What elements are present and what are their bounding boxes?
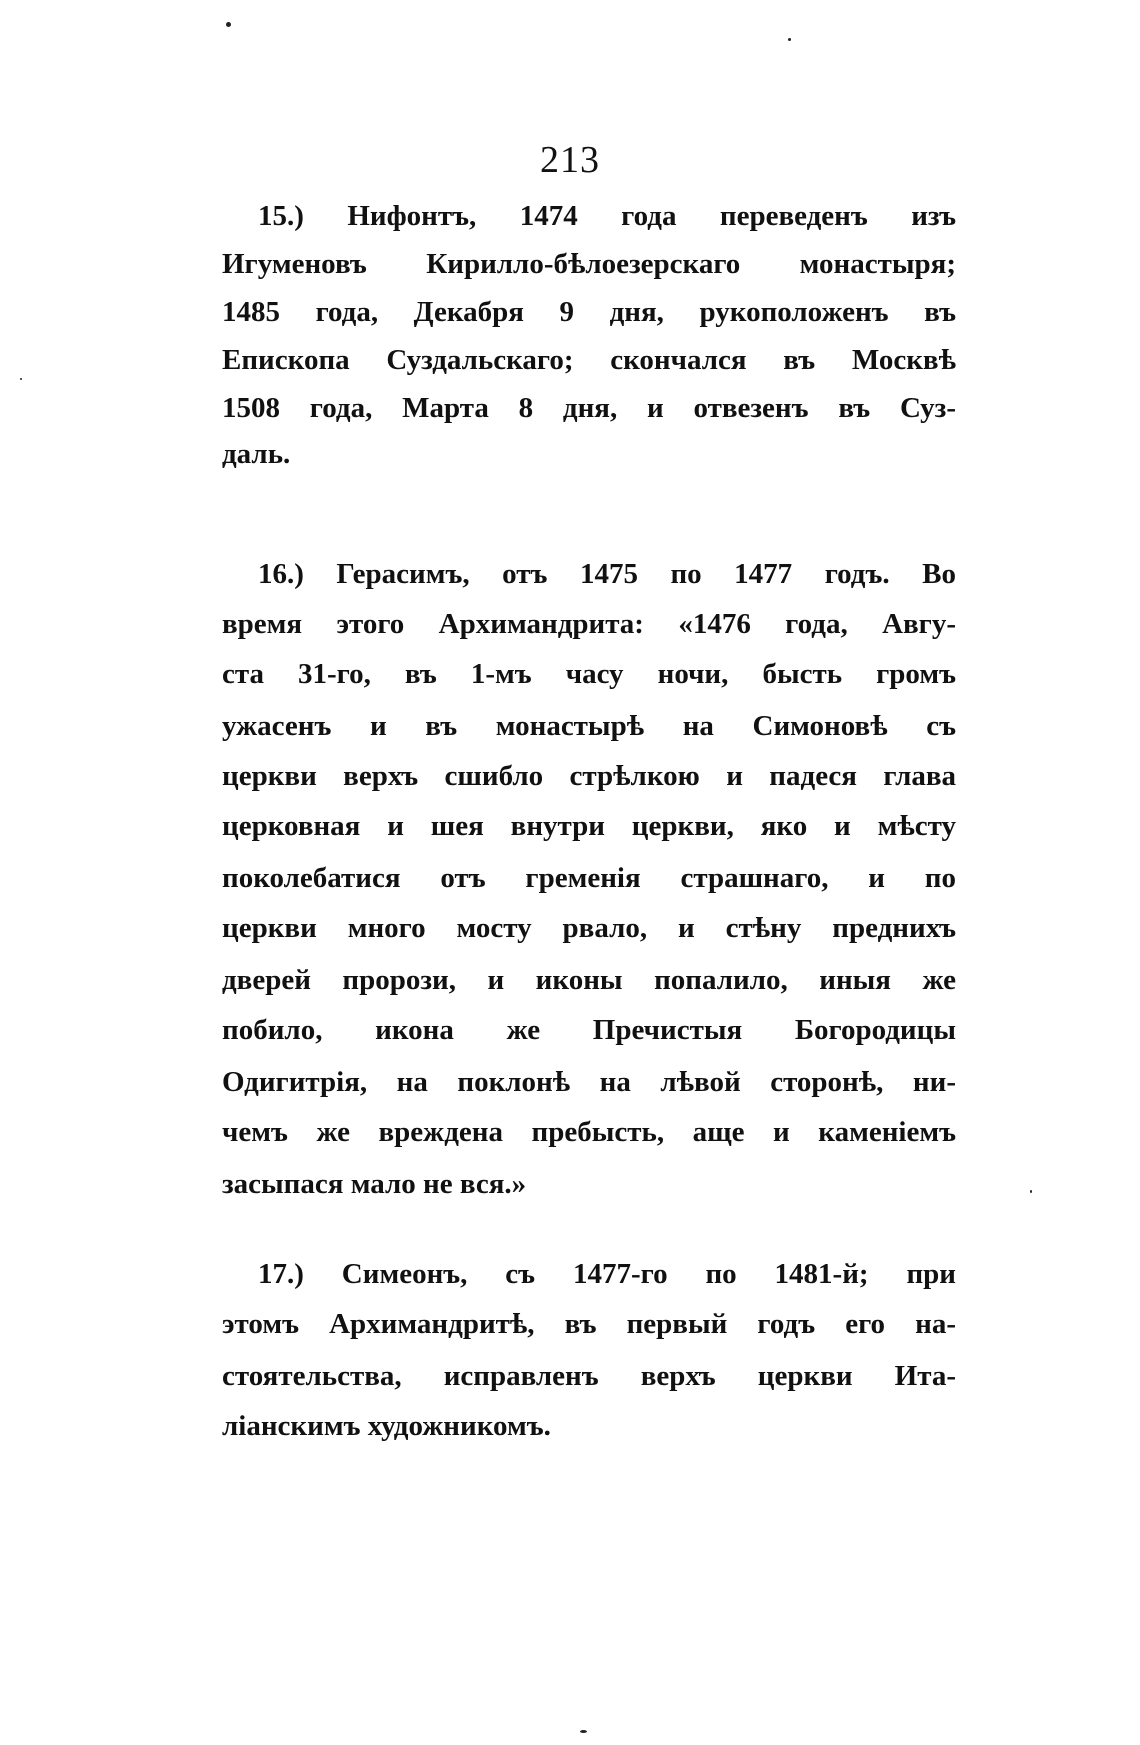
- text-line: 15.) Нифонтъ, 1474 года переведенъ изъ: [258, 200, 956, 232]
- text-line: засыпася мало не вся.»: [222, 1168, 527, 1200]
- text-line: церкви много мосту рвало, и стѣну преднихъ: [222, 912, 956, 944]
- text-line: Одигитрія, на поклонѣ на лѣвой сторонѣ, ни-: [222, 1066, 956, 1098]
- scan-speck: [20, 378, 22, 380]
- text-line: побило, икона же Пречистыя Богородицы: [222, 1014, 956, 1046]
- text-line: ста 31-го, въ 1-мъ часу ночи, бысть громъ: [222, 658, 956, 690]
- text-line: 17.) Симеонъ, съ 1477-го по 1481-й; при: [258, 1258, 956, 1290]
- text-line: даль.: [222, 438, 291, 470]
- text-line: дверей прорози, и иконы попалило, иныя же: [222, 964, 956, 996]
- text-line: 1508 года, Марта 8 дня, и отвезенъ въ Суз-: [222, 392, 956, 424]
- scan-speck: [580, 1730, 587, 1733]
- text-line: 16.) Герасимъ, отъ 1475 по 1477 годъ. Во: [258, 558, 956, 590]
- text-line: церкви верхъ сшибло стрѣлкою и падеся глава: [222, 760, 956, 792]
- text-line: время этого Архимандрита: «1476 года, Авгу-: [222, 608, 956, 640]
- text-line: ужасенъ и въ монастырѣ на Симоновѣ съ: [222, 710, 956, 742]
- text-line: поколебатися отъ гременія страшнаго, и по: [222, 862, 956, 894]
- scan-speck: [788, 38, 791, 41]
- text-line: ліанскимъ художникомъ.: [222, 1410, 551, 1442]
- scan-speck: [1030, 1190, 1032, 1193]
- page-number: 213: [540, 139, 600, 181]
- text-line: Игуменовъ Кирилло-бѣлоезерскаго монастыря;: [222, 248, 956, 280]
- text-line: чемъ же вреждена пребысть, аще и каменіемъ: [222, 1116, 956, 1148]
- text-line: стоятельства, исправленъ верхъ церкви Ита-: [222, 1360, 956, 1392]
- text-line: этомъ Архимандритѣ, въ первый годъ его на-: [222, 1308, 956, 1340]
- text-line: церковная и шея внутри церкви, яко и мѣсту: [222, 810, 956, 842]
- scan-speck: [226, 22, 231, 27]
- text-line: Епископа Суздальскаго; скончался въ Москвѣ: [222, 344, 956, 376]
- text-line: 1485 года, Декабря 9 дня, рукоположенъ въ: [222, 296, 956, 328]
